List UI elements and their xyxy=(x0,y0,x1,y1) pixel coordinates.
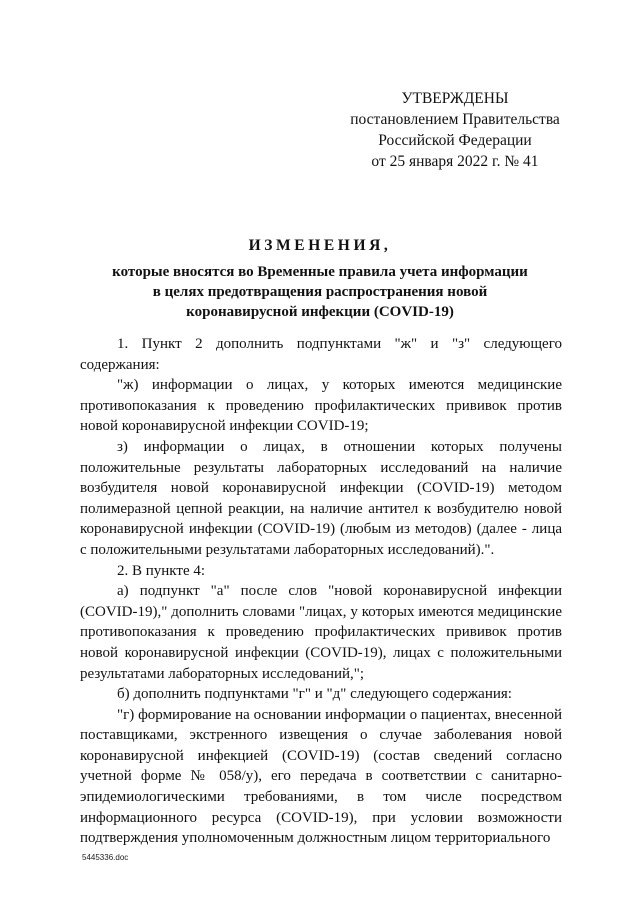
subtitle-line-3: коронавирусной инфекции (COVID-19) xyxy=(186,304,454,320)
paragraph-subitem-zh: "ж) информации о лицах, у которых имеются медицинские противопоказания к проведению профилактических прививок против новой коронавирусной инфекции COVID-19; xyxy=(80,377,562,435)
paragraph-subitem-b: б) дополнить подпунктами "г" и "д" следующего содержания: xyxy=(117,686,512,703)
approval-decree-line: постановлением Правительства xyxy=(350,111,560,128)
paragraph-item-1: 1. Пункт 2 дополнить подпунктами "ж" и "з" следующего содержания: xyxy=(80,336,562,373)
approval-date-number: от 25 января 2022 г. № 41 xyxy=(371,153,539,170)
subtitle-line-1: которые вносятся во Временные правила учета информации xyxy=(112,264,528,280)
approval-block xyxy=(330,88,580,172)
subtitle-line-2: в целях предотвращения распространения новой xyxy=(152,284,488,300)
approval-heading: УТВЕРЖДЕНЫ xyxy=(401,90,509,107)
paragraph-subitem-g: "г) формирование на основании информации о пациентах, внесенной поставщиками, экстренного извещения о случае заболевания новой коронавирусной инфекцией (COVID-19) (состав сведений согласно учетной форме № 058/у), его передача в соответствии с санитарно-эпидемиологическими требованиями, в том числе посредством информационного ресурса (COVID-19), при условии возможности подтверждения уполномоченным должностным лицом территориального xyxy=(80,706,562,847)
document-subtitle xyxy=(80,262,560,322)
document-title: ИЗМЕНЕНИЯ, xyxy=(248,237,392,254)
file-name-footer: 5445336.doc xyxy=(82,853,129,862)
paragraph-subitem-z: з) информации о лицах, в отношении которых получены положительные результаты лабораторных исследований на наличие возбудителя новой коронавирусной инфекции (COVID-19) методом полимеразной цепной реакции, на наличие антител к возбудителю новой коронавирусной инфекции (COVID-19) (любым из методов) (далее - лица с положительными результатами лабораторных исследований).". xyxy=(80,438,562,558)
paragraph-item-2: 2. В пункте 4: xyxy=(117,562,206,579)
document-body xyxy=(80,334,562,849)
paragraph-subitem-a: а) подпункт "а" после слов "новой коронавирусной инфекции (COVID-19)," дополнить словами "лицах, у которых имеются медицинские противопоказания к проведению профилактических прививок против новой коронавирусной инфекции (COVID-19), лицах с положительными результатами лабораторных исследований,"; xyxy=(80,583,562,682)
approval-government-line: Российской Федерации xyxy=(378,132,532,149)
